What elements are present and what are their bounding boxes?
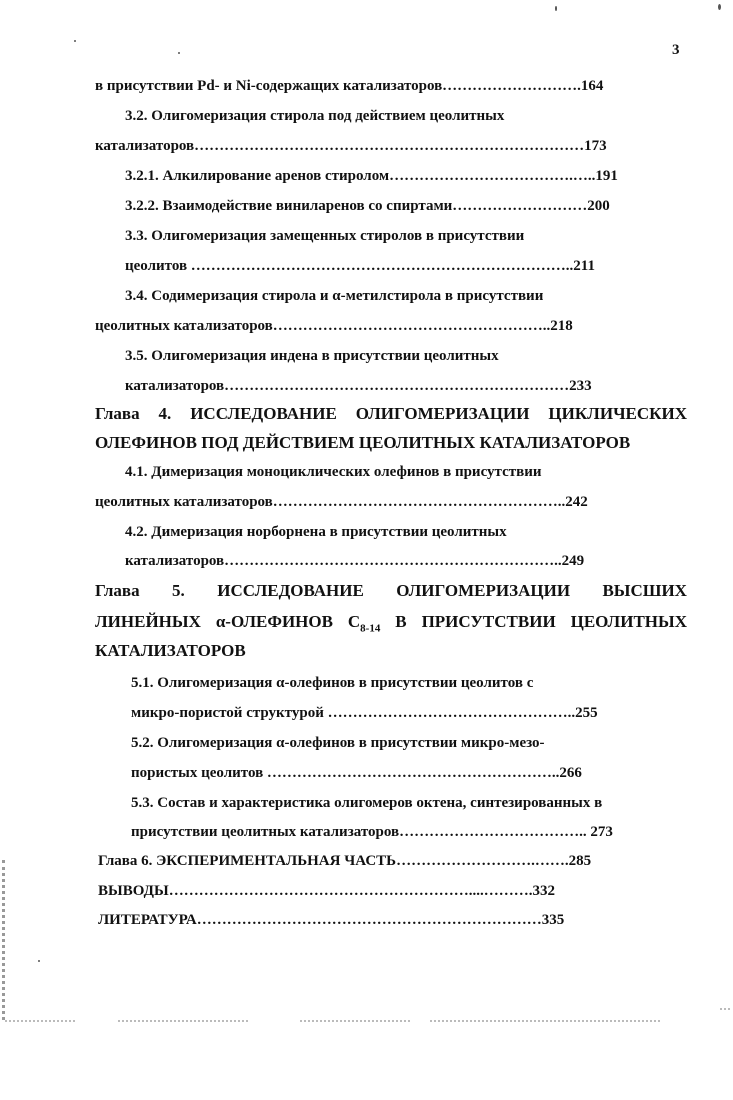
chapter-word: 5. (172, 581, 185, 600)
chapter-word: ОЛИГОМЕРИЗАЦИИ (355, 404, 530, 423)
scan-noise (118, 1020, 248, 1036)
chapter-word: 4. (158, 404, 172, 423)
toc-line: 3.4. Содимеризация стирола и α-метилстирола в присутствии (125, 288, 544, 304)
chapter-word: ИССЛЕДОВАНИЕ (190, 404, 337, 423)
chapter-4-heading-line-2: ОЛЕФИНОВ ПОД ДЕЙСТВИЕМ ЦЕОЛИТНЫХ КАТАЛИЗАТОРОВ (95, 433, 631, 452)
toc-line: 5.3. Состав и характеристика олигомеров октена, синтезированных в (131, 795, 603, 811)
chapter-4-heading-line-1 (95, 403, 687, 425)
scan-noise (430, 1020, 660, 1036)
toc-line: цеолитных катализаторов………………………………………………..218 (95, 318, 573, 334)
toc-line: катализаторов……………………………………………………………………173 (95, 138, 607, 154)
chapter-word: ПРИСУТСТВИИ (421, 612, 556, 631)
toc-line: Глава 6. ЭКСПЕРИМЕНТАЛЬНАЯ ЧАСТЬ……………………….…….285 (98, 853, 592, 869)
chapter-word: Глава (95, 404, 140, 423)
chapter-5-heading-line-2 (95, 611, 687, 639)
chapter-word: α-ОЛЕФИНОВ (215, 612, 333, 631)
chapter-word: ИССЛЕДОВАНИЕ (217, 581, 364, 600)
toc-line: 3.5. Олигомеризация индена в присутствии цеолитных (125, 348, 499, 364)
scan-noise (5, 1020, 75, 1036)
page-number: 3 (672, 42, 680, 58)
toc-line: присутствии цеолитных катализаторов……………………………….. 273 (131, 824, 613, 840)
scan-speck (555, 6, 557, 11)
toc-line: цеолитных катализаторов…………………………………………………..242 (95, 494, 588, 510)
formula-subscript: 8-14 (360, 622, 381, 635)
scan-noise (720, 1008, 730, 1024)
chemical-formula: С (347, 612, 361, 631)
chapter-word: В (395, 612, 407, 631)
toc-line: 3.2.1. Алкилирование аренов стиролом……………………………….…..191 (125, 168, 618, 184)
toc-line: 3.2.2. Взаимодействие виниларенов со спиртами………………………200 (125, 198, 610, 214)
toc-line: катализаторов……………………………………………………………233 (125, 378, 592, 394)
chapter-word: ЛИНЕЙНЫХ (95, 612, 201, 631)
scan-noise (300, 1020, 410, 1036)
toc-line: 5.2. Олигомеризация α-олефинов в присутствии микро-мезо- (131, 735, 545, 751)
toc-line: 3.3. Олигомеризация замещенных стиролов в присутствии (125, 228, 525, 244)
toc-line: цеолитов …………………………………………………………………..211 (125, 258, 595, 274)
toc-line: ЛИТЕРАТУРА……………………………………………………………335 (98, 912, 565, 928)
toc-line: микро-пористой структурой …………………………………………..255 (131, 705, 598, 721)
chapter-word: ЦЕОЛИТНЫХ (570, 612, 687, 631)
chapter-5-heading-line-1 (95, 580, 687, 602)
toc-line: 3.2. Олигомеризация стирола под действием цеолитных (125, 108, 505, 124)
chapter-word: ВЫСШИХ (602, 581, 687, 600)
scan-noise (2, 860, 19, 1020)
chapter-word: ЦИКЛИЧЕСКИХ (548, 404, 687, 423)
scan-speck (718, 4, 721, 10)
chapter-5-heading-line-3: КАТАЛИЗАТОРОВ (95, 641, 246, 660)
scan-speck (74, 40, 76, 42)
scan-speck (178, 52, 180, 54)
toc-line: катализаторов…………………………………………………………..249 (125, 553, 585, 569)
toc-line: в присутствии Pd- и Ni-содержащих катализаторов……………………….164 (95, 78, 604, 94)
chapter-word (348, 611, 380, 639)
toc-line: ВЫВОДЫ……………………………………………………....……….332 (98, 883, 555, 899)
toc-line: пористых цеолитов …………………………………………………..266 (131, 765, 582, 781)
toc-line: 4.2. Димеризация норборнена в присутствии цеолитных (125, 524, 507, 540)
chapter-word: ОЛИГОМЕРИЗАЦИИ (396, 581, 571, 600)
chapter-word: Глава (95, 581, 140, 600)
toc-line: 5.1. Олигомеризация α-олефинов в присутствии цеолитов с (131, 675, 534, 691)
scan-speck (38, 960, 40, 962)
toc-line: 4.1. Димеризация моноциклических олефинов в присутствии (125, 464, 542, 480)
